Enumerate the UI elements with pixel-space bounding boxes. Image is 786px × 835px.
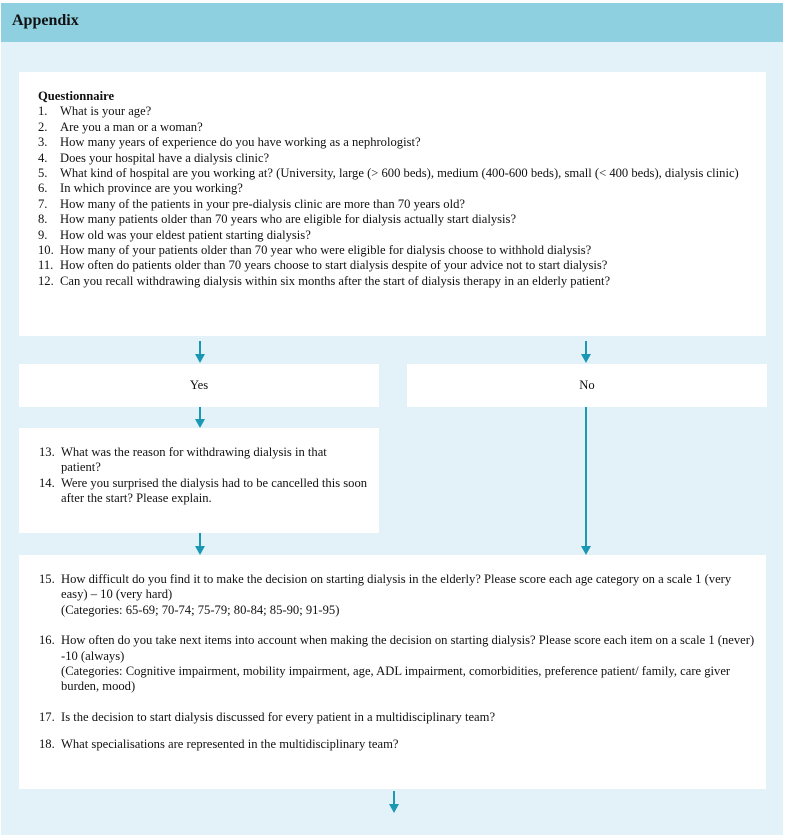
question-item	[39, 710, 759, 725]
questionnaire-list	[38, 104, 758, 289]
question-item	[38, 212, 758, 227]
question-text: How many years of experience do you have working as a nephrologist?	[60, 135, 421, 150]
arrow-down-icon	[195, 341, 205, 363]
questionnaire-box	[19, 72, 766, 336]
question-number: 12.	[38, 273, 54, 288]
question-note: (Categories: Cognitive impairment, mobility impairment, age, ADL impairment, comorbidities, preference patient/ family, care giver burden, mood)	[61, 664, 731, 694]
question-text: How difficult do you find it to make the decision on starting dialysis in the elderly? Please score each age category on a scale 1 (very easy) – 10 (very hard)	[61, 572, 732, 602]
arrow-down-icon	[389, 791, 399, 813]
final-questions-box	[19, 555, 766, 789]
question-number: 13.	[39, 445, 55, 459]
question-text: How often do patients older than 70 years choose to start dialysis despite of your advice not to start dialysis?	[60, 258, 608, 273]
question-number: 14.	[39, 475, 55, 490]
arrow-down-icon	[195, 407, 205, 428]
yes-branch-box	[19, 364, 379, 407]
arrow-down-icon	[581, 341, 591, 363]
question-item	[38, 243, 758, 258]
question-item	[38, 228, 758, 243]
questionnaire-title: Questionnaire	[38, 89, 115, 103]
question-number: 11.	[38, 258, 54, 273]
arrow-down-icon	[581, 407, 591, 555]
no-label: No	[579, 378, 595, 392]
question-item	[38, 181, 758, 196]
question-item	[38, 135, 758, 150]
question-item	[38, 104, 758, 119]
question-item	[38, 197, 758, 212]
question-number: 1.	[38, 104, 48, 119]
question-number: 18.	[39, 737, 55, 752]
question-item	[38, 258, 758, 273]
question-item	[38, 151, 758, 166]
question-text: What was the reason for withdrawing dialysis in that patient?	[61, 445, 327, 475]
question-item	[39, 445, 369, 476]
no-branch-box	[407, 364, 767, 407]
question-text: In which province are you working?	[60, 181, 243, 196]
question-item	[39, 476, 369, 507]
question-number: 10.	[38, 243, 54, 258]
followup-list	[39, 445, 369, 507]
question-text: How many of the patients in your pre-dialysis clinic are more than 70 years old?	[60, 196, 465, 211]
question-number: 17.	[39, 709, 55, 724]
question-number: 5.	[38, 166, 48, 181]
question-item	[39, 572, 759, 618]
question-text: Are you a man or a woman?	[60, 119, 203, 134]
question-number: 6.	[38, 181, 48, 196]
question-text: How old was your eldest patient starting dialysis?	[60, 227, 311, 242]
question-note: (Categories: 65-69; 70-74; 75-79; 80-84; 85-90; 91-95)	[61, 602, 340, 617]
question-number: 7.	[38, 196, 48, 211]
question-number: 9.	[38, 227, 48, 242]
question-item	[39, 633, 759, 695]
arrow-down-icon	[195, 533, 205, 555]
question-number: 16.	[39, 633, 55, 648]
question-text: Does your hospital have a dialysis clinic?	[60, 150, 270, 165]
question-item	[38, 274, 758, 289]
question-text: What is your age?	[60, 104, 152, 119]
question-number: 15.	[39, 572, 55, 586]
question-number: 8.	[38, 212, 48, 227]
question-text: Is the decision to start dialysis discussed for every patient in a multidisciplinary team?	[61, 709, 496, 724]
question-text: Can you recall withdrawing dialysis within six months after the start of dialysis therapy in an elderly patient?	[60, 273, 611, 288]
question-text: Were you surprised the dialysis had to be cancelled this soon after the start? Please explain.	[61, 475, 368, 506]
question-item	[38, 120, 758, 135]
question-text: How many patients older than 70 years who are eligible for dialysis actually start dialysis?	[60, 212, 517, 227]
question-text: How many of your patients older than 70 year who were eligible for dialysis choose to withhold dialysis?	[60, 243, 592, 258]
appendix-header	[1, 3, 783, 42]
yes-followup-box	[19, 428, 379, 533]
question-item	[38, 166, 758, 181]
question-text: How often do you take next items into account when making the decision on starting dialysis? Please score each item on a scale 1 (never) -10 (always)	[61, 633, 755, 663]
question-number: 3.	[38, 135, 48, 150]
question-text: What kind of hospital are you working at? (University, large (> 600 beds), medium (400-600 beds), small (< 400 beds), dialysis clinic)	[60, 166, 739, 181]
question-number: 4.	[38, 150, 48, 165]
final-list	[39, 572, 759, 753]
appendix-title: Appendix	[12, 12, 79, 29]
yes-label: Yes	[189, 378, 209, 392]
question-number: 2.	[38, 119, 48, 134]
question-item	[39, 737, 759, 752]
question-text: What specialisations are represented in the multidisciplinary team?	[61, 737, 399, 752]
